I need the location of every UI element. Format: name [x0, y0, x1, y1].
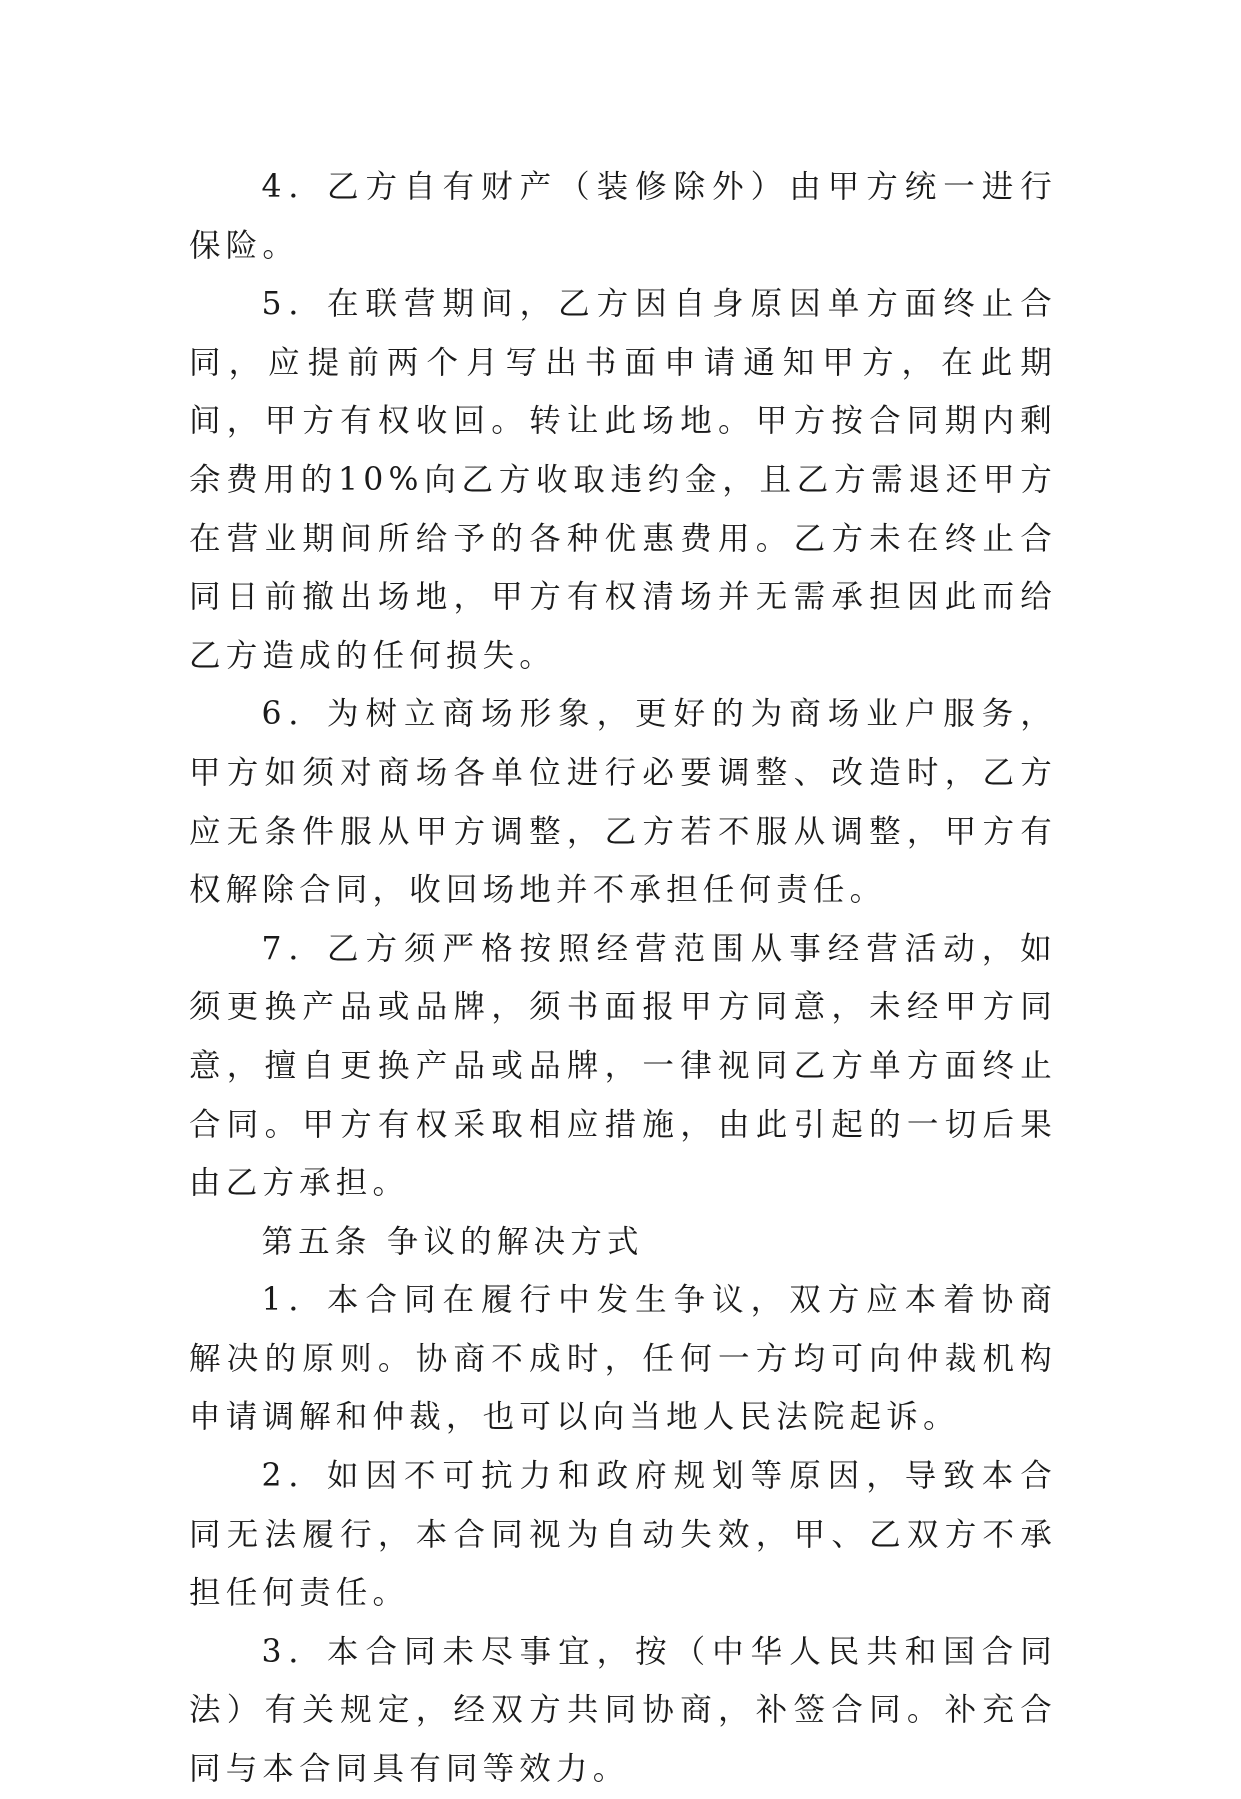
clause-4-insurance: 4．乙方自有财产（装修除外）由甲方统一进行保险。 [189, 169, 1057, 264]
clause-7-business-scope: 7．乙方须严格按照经营范围从事经营活动，如须更换产品或品牌，须书面报甲方同意，未经甲方同意，擅自更换产品或品牌，一律视同乙方单方面终止合同。甲方有权采取相应措施，由此引起的一切后果由乙方承担。 [189, 930, 1057, 1202]
article-5-heading: 第五条 争议的解决方式 [261, 1223, 644, 1260]
clause-6-mall-adjustment: 6．为树立商场形象，更好的为商场业户服务，甲方如须对商场各单位进行必要调整、改造时，乙方应无条件服从甲方调整，乙方若不服从调整，甲方有权解除合同，收回场地并不承担任何责任。 [189, 696, 1057, 909]
dispute-clause-2: 2．如因不可抗力和政府规划等原因，导致本合同无法履行，本合同视为自动失效，甲、乙双方不承担任何责任。 [189, 1458, 1057, 1612]
dispute-clause-1: 1．本合同在履行中发生争议，双方应本着协商解决的原则。协商不成时，任何一方均可向仲裁机构申请调解和仲裁，也可以向当地人民法院起诉。 [189, 1282, 1057, 1436]
dispute-clause-3: 3．本合同未尽事宜，按（中华人民共和国合同法）有关规定，经双方共同协商，补签合同。补充合同与本合同具有同等效力。 [189, 1633, 1057, 1788]
clause-5-early-termination: 5．在联营期间，乙方因自身原因单方面终止合同，应提前两个月写出书面申请通知甲方，在此期间，甲方有权收回。转让此场地。甲方按合同期内剩余费用的10%向乙方收取违约金，且乙方需退还甲方在营业期间所给予的各种优惠费用。乙方未在终止合同日前撤出场地，甲方有权清场并无需承担因此而给乙方造成的任何损失。 [189, 286, 1057, 674]
document-body [189, 158, 1057, 1799]
